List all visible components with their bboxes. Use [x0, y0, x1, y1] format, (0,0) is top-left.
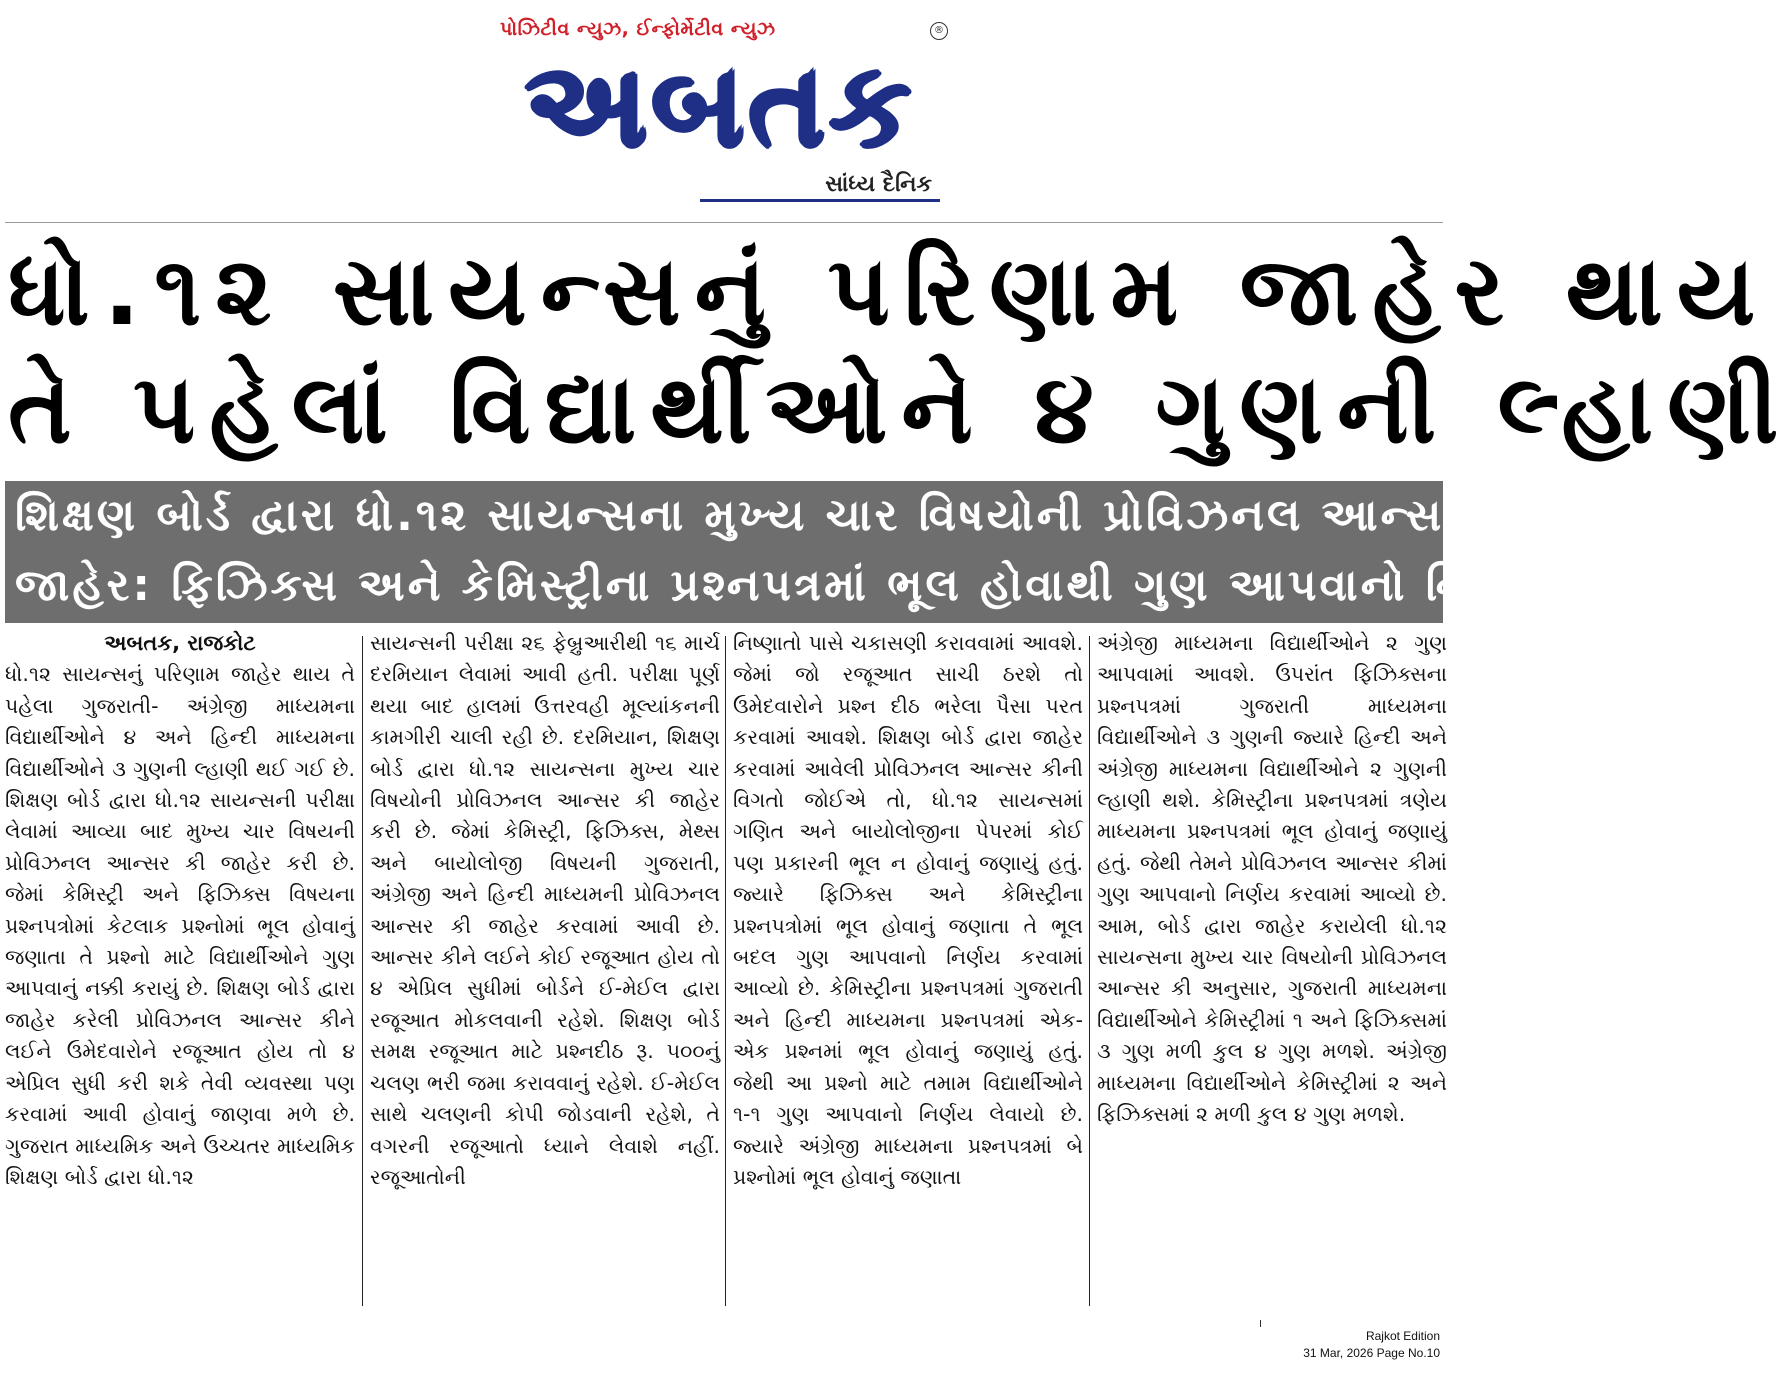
subheadline-line-1: શિક્ષણ બોર્ડ દ્વારા ધો.૧૨ સાયન્સના મુખ્ય ચાર વિષયોની પ્રોવિઝનલ આન્સર કી [15, 490, 1535, 541]
article-body [5, 628, 1447, 1308]
subheadline-line-2: જાહેર: ફિઝિક્સ અને કેમિસ્ટ્રીના પ્રશ્નપત્રમાં ભૂલ હોવાથી ગુણ આપવાનો નિર્ણય [15, 560, 1552, 611]
article-column-4 [1097, 628, 1447, 1308]
article-column-3 [733, 628, 1083, 1308]
masthead-subtitle: સાંધ્ય દૈનિક [700, 170, 940, 202]
column-text: અંગ્રેજી માધ્યમના વિદ્યાર્થીઓને ૨ ગુણ આપવામાં આવશે. ઉપરાંત ફિઝિક્સના પ્રશ્નપત્રમાં ગુજરાતી માધ્યમના વિદ્યાર્થીઓને ૩ ગુણની જ્યારે હિન્દી અને અંગ્રેજી માધ્યમના વિદ્યાર્થીઓને ૨ ગુણની લ્હાણી થશે. કેમિસ્ટ્રીના પ્રશ્નપત્રમાં ત્રણેય માધ્યમના પ્રશ્નપત્રમાં ભૂલ હોવાનું જણાયું હતું. જેથી તેમને પ્રોવિઝનલ આન્સર કીમાં ગુણ આપવાનો નિર્ણય કરવામાં આવ્યો છે. આમ, બોર્ડ દ્વારા જાહેર કરાયેલી ધો.૧૨ સાયન્સના મુખ્ય ચાર વિષયોની પ્રોવિઝનલ આન્સર કી અનુસાર, ગુજરાતી માધ્યમના વિદ્યાર્થીઓને કેમિસ્ટ્રીમાં ૧ અને ફિઝિક્સમાં ૩ ગુણ મળી કુલ ૪ ગુણ મળશે. અંગ્રેજી માધ્યમના વિદ્યાર્થીઓને કેમિસ્ટ્રીમાં ૨ અને ફિઝિક્સમાં ૨ મળી કુલ ૪ ગુણ મળશે. [1097, 631, 1447, 1127]
edition-name: Rajkot Edition [1365, 1329, 1440, 1343]
subheadline-band [5, 481, 1552, 623]
column-divider [1089, 636, 1090, 1306]
masthead [0, 0, 1448, 215]
masthead-divider [5, 222, 1443, 223]
newspaper-logo: અબતક [500, 42, 940, 170]
edition-info [1303, 1328, 1440, 1362]
article-column-2 [370, 628, 720, 1308]
footer-mark [1260, 1320, 1261, 1327]
column-divider [725, 636, 726, 1306]
article-column-1 [5, 628, 355, 1308]
registered-mark: ® [930, 22, 948, 40]
edition-date-page: 31 Mar, 2026 Page No.10 [1303, 1346, 1440, 1360]
headline [8, 232, 1792, 477]
column-text: સાયન્સની પરીક્ષા ૨૬ ફેબ્રુઆરીથી ૧૬ માર્ચ દરમિયાન લેવામાં આવી હતી. પરીક્ષા પૂર્ણ થયા બાદ હાલમાં ઉત્તરવહી મૂલ્યાંકનની કામગીરી ચાલી રહી છે. દરમિયાન, શિક્ષણ બોર્ડ દ્વારા ધો.૧૨ સાયન્સના મુખ્ય ચાર વિષયોની પ્રોવિઝનલ આન્સર કી જાહેર કરી છે. જેમાં કેમિસ્ટ્રી, ફિઝિક્સ, મેથ્સ અને બાયોલોજી વિષયની ગુજરાતી, અંગ્રેજી અને હિન્દી માધ્યમની પ્રોવિઝનલ આન્સર કી જાહેર કરવામાં આવી છે. આન્સર કીને લઈને કોઈ રજૂઆત હોય તો ૪ એપ્રિલ સુધીમાં બોર્ડને ઈ-મેઈલ દ્વારા રજૂઆત મોકલવાની રહેશે. શિક્ષણ બોર્ડ સમક્ષ રજૂઆત માટે પ્રશ્નદીઠ રૂ. ૫૦૦નું ચલણ ભરી જમા કરાવવાનું રહેશે. ઈ-મેઈલ સાથે ચલણની કોપી જોડવાની રહેશે, તે વગરની રજૂઆતો ધ્યાને લેવાશે નહીં. રજૂઆતોની [370, 631, 720, 1189]
column-divider [362, 636, 363, 1306]
byline: અબતક, રાજકોટ [104, 631, 256, 655]
headline-line-2: તે પહેલાં વિદ્યાર્થીઓને ૪ ગુણની લ્હાણી [8, 353, 1792, 465]
column-text: નિષ્ણાતો પાસે ચકાસણી કરાવવામાં આવશે. જેમાં જો રજૂઆત સાચી ઠરશે તો ઉમેદવારોને પ્રશ્ન દીઠ ભરેલા પૈસા પરત કરવામાં આવશે. શિક્ષણ બોર્ડ દ્વારા જાહેર કરવામાં આવેલી પ્રોવિઝનલ આન્સર કીની વિગતો જોઈએ તો, ધો.૧૨ સાયન્સમાં ગણિત અને બાયોલોજીના પેપરમાં કોઈ પણ પ્રકારની ભૂલ ન હોવાનું જણાયું હતું. જ્યારે ફિઝિક્સ અને કેમિસ્ટ્રીના પ્રશ્નપત્રોમાં ભૂલ હોવાનું જણાતા તે ભૂલ બદલ ગુણ આપવાનો નિર્ણય કરવામાં આવ્યો છે. કેમિસ્ટ્રીના પ્રશ્નપત્રમાં ગુજરાતી અને હિન્દી માધ્યમના પ્રશ્નપત્રમાં એક-એક પ્રશ્નમાં ભૂલ હોવાનું જણાયું હતું. જેથી આ પ્રશ્નો માટે તમામ વિદ્યાર્થીઓને ૧-૧ ગુણ આપવાનો નિર્ણય લેવાયો છે. જ્યારે અંગ્રેજી માધ્યમના પ્રશ્નપત્રમાં બે પ્રશ્નોમાં ભૂલ હોવાનું જણાતા [733, 631, 1083, 1189]
headline-line-1: ધો.૧૨ સાયન્સનું પરિણામ જાહેર થાય [8, 235, 1770, 347]
masthead-tagline: પોઝિટીવ ન્યુઝ, ઈન્ફોર્મેટીવ ન્યુઝ [500, 18, 776, 40]
column-text: ધો.૧૨ સાયન્સનું પરિણામ જાહેર થાય તે પહેલા ગુજરાતી- અંગ્રેજી માધ્યમના વિદ્યાર્થીઓને ૪ અને હિન્દી માધ્યમના વિદ્યાર્થીઓને ૩ ગુણની લ્હાણી થઈ ગઈ છે. શિક્ષણ બોર્ડ દ્વારા ધો.૧૨ સાયન્સની પરીક્ષા લેવામાં આવ્યા બાદ મુખ્ય ચાર વિષયની પ્રોવિઝનલ આન્સર કી જાહેર કરી છે. જેમાં કેમિસ્ટ્રી અને ફિઝિક્સ વિષયના પ્રશ્નપત્રોમાં કેટલાક પ્રશ્નોમાં ભૂલ હોવાનું જણાતા તે પ્રશ્નો માટે વિદ્યાર્થીઓને ગુણ આપવાનું નક્કી કરાયું છે. શિક્ષણ બોર્ડ દ્વારા જાહેર કરેલી પ્રોવિઝનલ આન્સર કીને લઈને ઉમેદવારોને રજૂઆત હોય તો ૪ એપ્રિલ સુધી કરી શકે તેવી વ્યવસ્થા પણ કરવામાં આવી હોવાનું જાણવા મળે છે. ગુજરાત માધ્યમિક અને ઉચ્ચતર માધ્યમિક શિક્ષણ બોર્ડ દ્વારા ધો.૧૨ [5, 662, 355, 1189]
